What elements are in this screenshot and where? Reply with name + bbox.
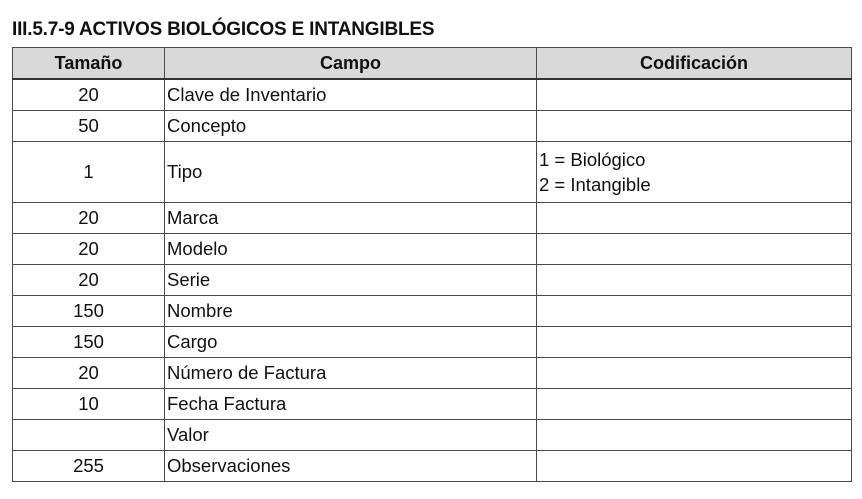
column-header-size: Tamaño	[13, 48, 165, 80]
coding-cell	[537, 142, 852, 203]
field-name-cell: Cargo	[165, 327, 537, 358]
field-name-cell: Concepto	[165, 111, 537, 142]
size-cell: 150	[13, 296, 165, 327]
table-body	[13, 79, 852, 482]
size-cell: 20	[13, 79, 165, 111]
field-name-cell: Clave de Inventario	[165, 79, 537, 111]
coding-cell	[537, 420, 852, 451]
coding-cell	[537, 451, 852, 482]
field-name-cell: Número de Factura	[165, 358, 537, 389]
coding-cell	[537, 327, 852, 358]
field-name-cell: Observaciones	[165, 451, 537, 482]
size-cell: 20	[13, 203, 165, 234]
page-title: III.5.7-9 ACTIVOS BIOLÓGICOS E INTANGIBLES	[12, 19, 435, 40]
table-row	[13, 296, 852, 327]
table-row	[13, 111, 852, 142]
size-cell: 10	[13, 389, 165, 420]
coding-cell	[537, 234, 852, 265]
coding-cell	[537, 79, 852, 111]
coding-cell	[537, 296, 852, 327]
field-name-cell: Fecha Factura	[165, 389, 537, 420]
table-row	[13, 234, 852, 265]
size-cell: 20	[13, 265, 165, 296]
field-spec-table	[12, 47, 852, 482]
size-cell	[13, 420, 165, 451]
table-row	[13, 265, 852, 296]
table-row	[13, 142, 852, 203]
size-cell: 255	[13, 451, 165, 482]
field-name-cell: Tipo	[165, 142, 537, 203]
size-cell: 20	[13, 234, 165, 265]
coding-cell	[537, 111, 852, 142]
table-row	[13, 203, 852, 234]
size-cell: 150	[13, 327, 165, 358]
table-row	[13, 327, 852, 358]
coding-cell	[537, 389, 852, 420]
table-row	[13, 79, 852, 111]
size-cell: 20	[13, 358, 165, 389]
column-header-coding: Codificación	[537, 48, 852, 80]
table-row	[13, 451, 852, 482]
table-row	[13, 358, 852, 389]
table-row	[13, 389, 852, 420]
size-cell: 1	[13, 142, 165, 203]
coding-cell	[537, 265, 852, 296]
table-row	[13, 420, 852, 451]
coding-value: 1 = Biológico	[539, 149, 646, 170]
field-name-cell: Marca	[165, 203, 537, 234]
field-name-cell: Valor	[165, 420, 537, 451]
coding-value: 2 = Intangible	[539, 174, 651, 195]
table-header-row	[13, 48, 852, 80]
field-name-cell: Serie	[165, 265, 537, 296]
size-cell: 50	[13, 111, 165, 142]
coding-cell	[537, 358, 852, 389]
column-header-field: Campo	[165, 48, 537, 80]
field-name-cell: Modelo	[165, 234, 537, 265]
field-name-cell: Nombre	[165, 296, 537, 327]
coding-cell	[537, 203, 852, 234]
